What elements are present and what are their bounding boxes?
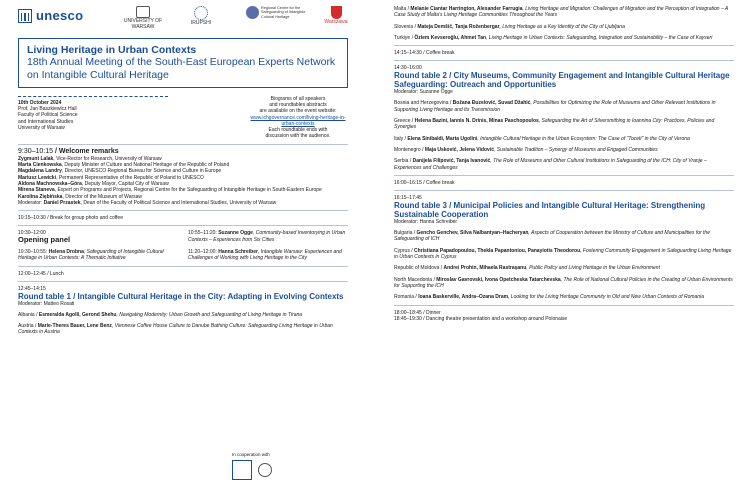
- text-right-rt3-entries-4-work: , Looking for the Living Heritage Community in Old and New Urban Contexts of Romania: [508, 294, 704, 301]
- text-welcome-people-4-name: Aldona Machnowska–Góra: [18, 180, 82, 187]
- left-column: [18, 6, 348, 336]
- text-right-rt2-entries-1-names: Helena Bazini, Iannis N. Drinis, Minas Paschopoulos: [414, 118, 539, 125]
- text-right-rt3-entries-3-names: Miroslav Gavrovski, Ivona Opetcheska Tatarchevska: [436, 276, 561, 283]
- text-welcome-people-6-name: Karolina Ziębińska: [18, 193, 63, 200]
- irupshi-logo: [181, 6, 221, 26]
- text-logos-centre: Regional Centre for the Safeguarding of Intangible Cultural Heritage: [261, 6, 306, 19]
- text-rt1-entries-0-names: Esmeralda Agolli, Gerond Shehu: [38, 311, 117, 318]
- text-right-rt1_cont-0-country: Malta /: [394, 6, 411, 12]
- event-website-link[interactable]: www.ichgovernance.com/living-heritage-in-urban-contexts: [250, 114, 346, 127]
- university-of-warsaw-logo: [118, 6, 168, 30]
- text-logos-uw: UNIVERSITY OF WARSAW: [123, 18, 163, 30]
- text-info-bio3: are available on the event website:: [259, 108, 337, 115]
- text-opening-n3: Hanna Schreiber: [218, 248, 258, 255]
- divider: [18, 266, 348, 267]
- coffee-break-1: 14:15–14:30 / Coffee break: [394, 50, 455, 57]
- text-right-rt3-entries-1-work: , Fostering Community Engagement in Safeguarding Living Heritage in Urban Contexts in Cyprus: [394, 247, 732, 261]
- text-opening-n1: Helena Drobna: [48, 248, 84, 255]
- roundtable-3: [394, 195, 734, 300]
- text-right-rt2-entries-3-work: , Sustainable Tradition – Synergy of Museums and Engaged Communities: [493, 146, 658, 153]
- roundtable-3-title: Round table 3 / Municipal Policies and Intangible Cultural Heritage: Strengthening Sustainable Cooperation: [394, 201, 706, 220]
- warszawa-logo: [323, 6, 349, 25]
- text-right-rt2-entries-2-work: , Intangible Cultural Heritage in the Urban Ecosystem: The Case of "Toceti" in the City of Verona: [477, 135, 690, 142]
- globe-icon: [246, 6, 259, 19]
- text-right-rt1_cont-2-country: Turkiye /: [394, 34, 415, 41]
- shield-icon: [331, 6, 342, 19]
- text-welcome-moderator: Daniel Przastek: [43, 199, 81, 206]
- text-welcome-people-0-role: , Vice-Rector for Research, University of Warsaw: [53, 155, 162, 162]
- text-right-rt3-entries-4-country: Romania /: [394, 294, 419, 301]
- dance-workshop: 18:45–19:30 / Dancing theatre presentation and a workshop around Polonaise: [394, 315, 568, 322]
- text-info-bio2: and roundtables abstracts: [269, 102, 327, 109]
- text-logos-unesco: unesco: [36, 8, 84, 23]
- opening-panel-title: Opening panel: [18, 234, 71, 244]
- text-right-rt3-entries-0-country: Bulgaria /: [394, 230, 417, 237]
- text-welcome-title: Welcome remarks: [58, 148, 119, 156]
- text-info-date: 10th October 2024: [18, 100, 62, 106]
- text-right-rt1_cont-2-work: , Living Heritage in Urban Contexts: Safeguarding, Integration and Sustainability – the Case of Kayseri: [486, 34, 713, 41]
- text-info-venue1: Prof. Jan Baszkiewicz Hall: [18, 106, 77, 113]
- text-opening-t2: 10:55–11:20:: [188, 230, 219, 237]
- text-rt1-entries-0-country: Albania /: [18, 311, 39, 318]
- text-right-rt1_cont-1-work: , Living Heritage as a Key Identity of the City of Ljubljana: [499, 23, 625, 30]
- text-right-rt2-entries-1-work: , Safeguarding the Art of Silversmithing in Ioannina City: Practices, Policies and Synergies: [394, 118, 715, 131]
- temple-icon: [18, 9, 32, 23]
- text-opening-t1: 10:30–10:55:: [18, 248, 49, 255]
- text-opening-w2: , Community-based Inventorying in Urban Contexts – Experiences from Six Cities: [188, 230, 346, 243]
- text-rt1-entries-1-country: Austria /: [18, 323, 38, 330]
- divider: [394, 190, 734, 191]
- text-right-rt3-entries-0-work: , Aspects of Cooperation between the Ministry of Culture and Municipalities for the Safeguarding of ICH: [394, 230, 710, 243]
- roundtable-1-title: Round table 1 / Intangible Cultural Heritage in the City: Adapting in Evolving Contexts: [18, 291, 344, 301]
- text-right-rt3-moderator: Moderator: Hanna Schreiber: [394, 219, 458, 226]
- text-right-rt2-entries-4-work: , The Role of Museums and Other Cultural Institutions in Safeguarding of the ICH: City of Vranje – Experiences and Challenges: [394, 158, 707, 171]
- opening-section: [18, 230, 348, 261]
- text-info-bio1: Biograms of all speakers: [270, 96, 326, 102]
- text-right-rt2-entries-0-country: Bosnia and Herzegovina /: [394, 100, 453, 107]
- text-welcome-people-5-role: , Expert on Programs and Projects, Regional Centre for the Safeguarding of Intangible Heritage in South-Eastern Europe: [54, 187, 322, 194]
- info-row: [18, 96, 348, 139]
- text-right-rt3-entries-2-names: Andrei Prohin, Mihaela Rastrașanu: [443, 265, 527, 272]
- text-logos-warsaw: Warszawa: [324, 19, 348, 25]
- text-right-rt2-entries-2-names: Elena Sinibaldi, Marta Ugolini: [407, 135, 478, 142]
- text-info-venue4: University of Warsaw: [18, 124, 65, 131]
- text-welcome-people-2-name: Magdalena Landry: [18, 168, 62, 175]
- text-logos-irupshi: IRUPSHI: [190, 20, 212, 26]
- text-right-rt1_cont-0-names: Melanie Ciantar Harrington, Alexander Farrugia: [410, 6, 523, 12]
- dinner: 18:00–18:45 / Dinner: [394, 309, 441, 316]
- text-rt1-time: 12:45–14:15: [18, 285, 46, 292]
- text-welcome-time: 9:30–10:15: [18, 148, 54, 156]
- venue-info: [18, 96, 168, 139]
- text-right-rt1_cont-1-country: Slovenia /: [394, 23, 418, 30]
- text-info-bio4: Each roundtable ends with: [268, 127, 328, 134]
- text-right-rt1_cont-1-names: Mateja Demšič, Tanja Roženbergar: [417, 23, 500, 30]
- biograms-info: [248, 96, 348, 139]
- regional-centre-logo: [246, 6, 308, 19]
- roundtable-2: [394, 65, 734, 170]
- text-welcome-people-1-name: Marta Cienkowska: [18, 162, 62, 169]
- text-welcome-moderator_label: Moderator:: [18, 199, 44, 206]
- text-rt1-moderator: Moderator: Matteo Rosati: [18, 300, 75, 307]
- text-welcome-people-3-name: Mariusz Lewicki: [18, 174, 57, 181]
- break-photo: 10:15–10:30 / Break for group photo and coffee: [18, 215, 123, 222]
- logo-row: [18, 6, 348, 36]
- text-rt1-entries-1-work: , Viennese Coffee House Culture to Danube Bathing Culture: Safeguarding Living Heritage in Urban Contexts in Austria: [18, 323, 333, 336]
- text-right-rt2-entries-2-country: Italy /: [394, 135, 408, 142]
- text-right-rt3-entries-1-names: Christiana Papadopoulou, Thekla Papantoniou, Panayiotis Theodorou: [414, 247, 581, 254]
- text-right-rt2-entries-3-names: Maja Usković, Jelena Vidović: [424, 146, 494, 153]
- text-right-rt2-entries-1-country: Greece /: [394, 118, 415, 125]
- title-box: [18, 38, 348, 88]
- text-info-venue2: Faculty of Political Science: [18, 112, 78, 119]
- text-welcome-people-5-name: Mirena Staneva: [18, 187, 55, 194]
- text-right-rt1_cont-0-work: , Living Heritage and Migration: Challenges of Migration and the Perception of Integration – A Case Study of Malta's Living Heritage Communities Throughout the Years: [394, 6, 729, 19]
- text-cooperation: In cooperation with: [232, 452, 270, 457]
- text-right-rt3-entries-2-country: Republic of Moldova /: [394, 265, 444, 272]
- text-right-rt3-entries-0-names: Gencho Genchev, Silva Nalbantyan–Hacheryan: [416, 230, 529, 237]
- text-opening-time: 10:30–12:00: [18, 230, 46, 237]
- eagle-icon: [136, 6, 150, 18]
- dot-circle-icon: [194, 6, 208, 20]
- text-welcome-people-2-role: , Director, UNESCO Regional Bureau for Science and Culture in Europe: [61, 168, 222, 175]
- text-rt1-entries-0-work: , Navigating Modernity: Urban Growth and Safeguarding of Living Heritage in Tirana: [116, 311, 303, 318]
- text-info-bio5: discussion with the audience.: [265, 133, 331, 140]
- text-welcome-people-6-role: , Director of the Museum of Warsaw: [62, 193, 143, 200]
- text-info-venue3: and International Studies: [18, 118, 74, 125]
- divider: [18, 225, 348, 226]
- text-rt1-entries-1-names: Marie-Theres Bauer, Lene Benz: [37, 323, 112, 330]
- text-right-rt2-time: 14:30–16:00: [394, 65, 422, 72]
- text-right-rt3-time: 16:15–17:45: [394, 195, 422, 202]
- divider: [394, 175, 734, 176]
- text-opening-w3: , Intangible Warsaw: Experiences and Challenges of Working with Living Heritage in the City: [188, 248, 342, 262]
- text-opening-w1: , Safeguarding of Intangible Cultural Heritage in Urban Contexts: A Thematic Initiative: [18, 248, 164, 262]
- unesco-logo: [18, 8, 83, 23]
- coffee-break-2: 16:00–16:15 / Coffee break: [394, 179, 455, 186]
- divider: [394, 60, 734, 61]
- welcome-section: 9:30–10:15 / Welcome remarks Zygmunt Lalak, Vice-Rector for Research, University of Warsaw Marta Cienkowska, Deputy Minister of Culture and National Heritage of the Republic of Poland Magdalena Landry, Director, UNESCO Regional Bureau for Science and Culture in Europe Mariusz Lewicki, Permanent Representative of the Republic of Poland to UNESCO Aldona Machnowska–Góra, Deputy Mayor, Capital City of Warsaw Mirena Staneva, Expert on Programs and Projects, Regional Centre for the Safeguarding of Intangible Heritage in South-Eastern Europe Karolina Ziębińska, Director of the Museum of Warsaw Moderator: Daniel Przastek, Dean of the Faculty of Political Science and International Studies, University of Warsaw: [18, 148, 322, 206]
- event-title: Living Heritage in Urban Contexts: [27, 44, 197, 56]
- text-right-rt2-entries-4-country: Serbia /: [394, 158, 413, 165]
- event-subtitle: 18th Annual Meeting of the South-East European Experts Network on Intangible Cultural Heritage: [27, 56, 336, 81]
- text-opening-n2: Suzanne Ogge: [218, 230, 253, 237]
- text-right-rt2-entries-0-work: , Possibilities for Optimizing the Role of Museums and Other Relevant Institutions in Supporting Living Heritage and Its Transmission: [394, 100, 716, 113]
- divider: [394, 45, 734, 46]
- text-right-rt3-entries-4-names: Ioana Baskerville, Andra–Ozana Dram: [418, 294, 509, 301]
- divider: [18, 144, 348, 145]
- text-right-rt2-entries-3-country: Montenegro /: [394, 146, 425, 153]
- divider: [394, 305, 734, 306]
- unesco-small-logo: [232, 460, 252, 480]
- text-welcome-people-1-role: , Deputy Minister of Culture and National Heritage of the Republic of Poland: [61, 162, 230, 169]
- text-right-rt3-entries-3-work: , The Role of National Cultural Policies in the Creating of Urban Environments for Supporting the ICH: [394, 276, 733, 289]
- text-welcome-people-0-name: Zygmunt Lalak: [18, 155, 54, 162]
- text-right-rt2-moderator: Moderator: Suzanne Ogge: [394, 89, 453, 96]
- text-welcome-moderator_role: , Dean of the Faculty of Political Science and International Studies, University of Warsaw: [80, 199, 277, 206]
- text-right-rt3-entries-1-country: Cyprus /: [394, 247, 415, 254]
- cooperation-block: [232, 452, 272, 480]
- museum-icon: [258, 463, 272, 477]
- text-right-rt1_cont-2-names: Özlem Kevseroğlu, Ahmet Tan: [414, 34, 487, 41]
- text-welcome-people-4-role: , Deputy Mayor, Capital City of Warsaw: [81, 180, 169, 187]
- text-right-rt3-entries-3-country: North Macedonia /: [394, 276, 437, 283]
- roundtable-2-title: Round table 2 / City Museums, Community Engagement and Intangible Cultural Heritage Safeguarding: Outreach and Opportunities: [394, 71, 730, 90]
- text-right-rt2-entries-0-names: Božana Đuzelović, Suvad Džahić: [452, 100, 531, 107]
- text-right-rt2-entries-4-names: Danijela Filipović, Tanja Ivanović: [412, 158, 491, 165]
- divider: [18, 281, 348, 282]
- text-welcome-people-3-role: , Permanent Representative of the Republic of Poland to UNESCO: [56, 174, 204, 181]
- text-right-rt3-entries-2-work: , Public Policy and Living Heritage in the Urban Environment: [526, 265, 660, 272]
- roundtable-1: [18, 286, 348, 336]
- right-column: [394, 6, 734, 322]
- lunch-break: 12:00–12:45 / Lunch: [18, 270, 64, 277]
- text-opening-t3: 11:20–12:00:: [188, 248, 219, 255]
- divider: [18, 210, 348, 211]
